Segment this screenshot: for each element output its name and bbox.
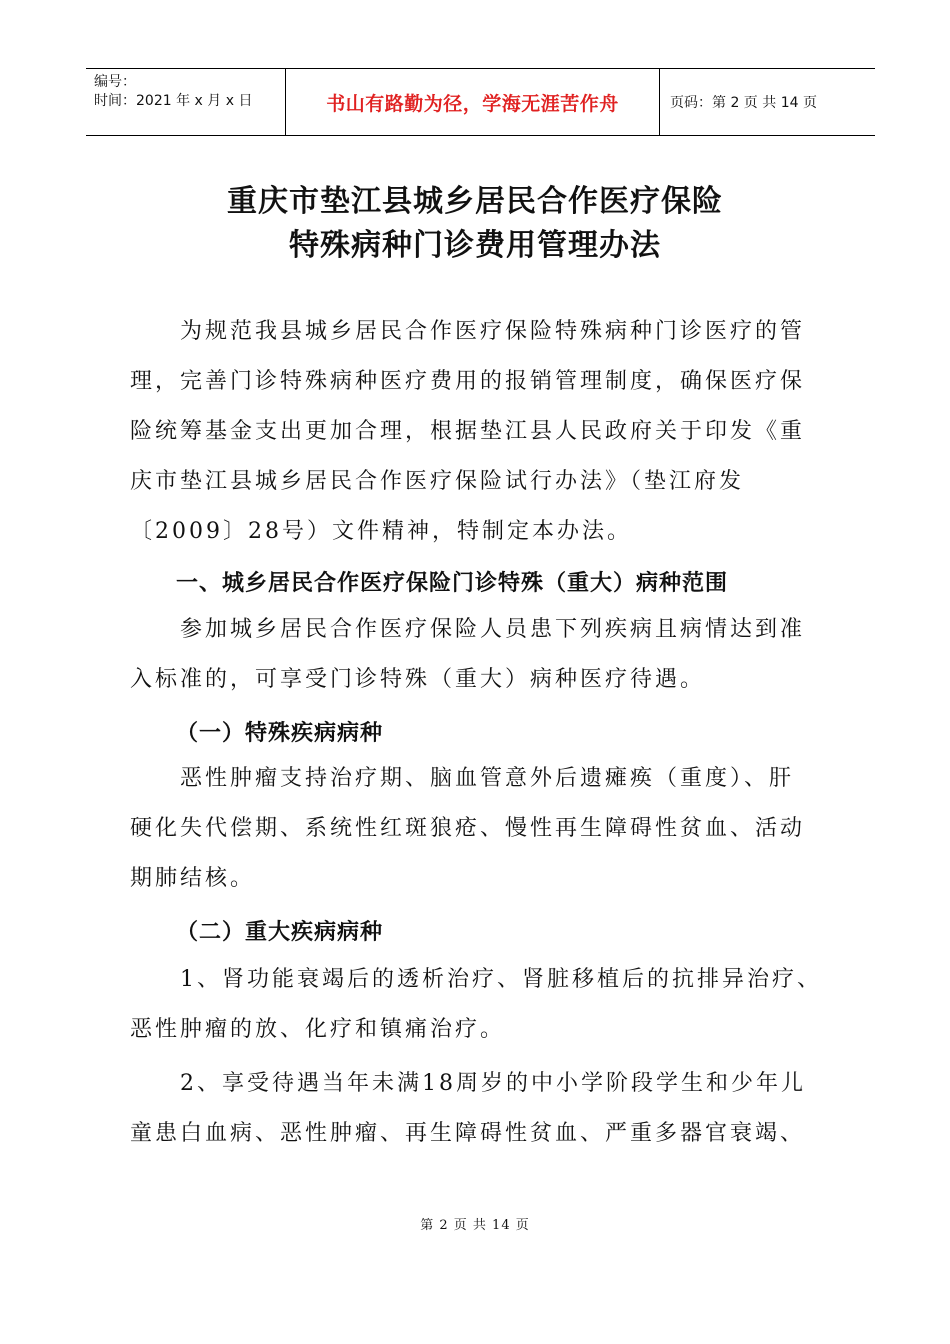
paragraph-line: 期肺结核。 bbox=[130, 866, 256, 891]
document-header bbox=[86, 68, 875, 136]
document-title-line-2: 特殊病种门诊费用管理办法 bbox=[289, 228, 661, 263]
paragraph-line: 为规范我县城乡居民合作医疗保险特殊病种门诊医疗的管 bbox=[130, 319, 806, 344]
paragraph-line: 童患白血病、恶性肿瘤、再生障碍性贫血、严重多器官衰竭、 bbox=[130, 1121, 806, 1146]
paragraph-line: 庆市垫江县城乡居民合作医疗保险试行办法》（垫江府发 bbox=[130, 469, 745, 494]
page-footer: 第 2 页 共 14 页 bbox=[420, 1218, 530, 1233]
paragraph-line: 恶性肿瘤支持治疗期、脑血管意外后遗瘫痪（重度）、肝 bbox=[130, 766, 795, 791]
subsection-2-heading: （二）重大疾病病种 bbox=[176, 920, 384, 945]
paragraph-line: 1、肾功能衰竭后的透析治疗、肾脏移植后的抗排异治疗、 bbox=[130, 967, 822, 992]
number-label: 编号： bbox=[94, 74, 136, 90]
header-page-cell bbox=[660, 69, 875, 135]
header-motto: 书山有路勤为径，学海无涯苦作舟 bbox=[326, 92, 619, 115]
paragraph-line: 理，完善门诊特殊病种医疗费用的报销管理制度，确保医疗保 bbox=[130, 369, 806, 394]
section-1-heading: 一、城乡居民合作医疗保险门诊特殊（重大）病种范围 bbox=[176, 571, 729, 596]
section-1-paragraph bbox=[130, 605, 830, 705]
intro-paragraph bbox=[130, 307, 830, 557]
header-motto-cell bbox=[286, 69, 660, 135]
time-label: 时间：2021 年 x 月 x 日 bbox=[94, 93, 253, 109]
document-title-line-1: 重庆市垫江县城乡居民合作医疗保险 bbox=[227, 184, 723, 219]
subsection-1-paragraph bbox=[130, 754, 830, 904]
header-page-info: 页码：第 2 页 共 14 页 bbox=[670, 95, 817, 111]
paragraph-line: 入标准的，可享受门诊特殊（重大）病种医疗待遇。 bbox=[130, 667, 706, 692]
item-2-paragraph bbox=[130, 1059, 830, 1159]
header-meta bbox=[86, 69, 286, 135]
paragraph-line: 〔2009〕28号）文件精神，特制定本办法。 bbox=[130, 519, 632, 544]
paragraph-line: 恶性肿瘤的放、化疗和镇痛治疗。 bbox=[130, 1017, 506, 1042]
item-1-paragraph bbox=[130, 955, 830, 1055]
paragraph-line: 参加城乡居民合作医疗保险人员患下列疾病且病情达到准 bbox=[130, 617, 806, 642]
paragraph-line: 2、享受待遇当年未满18周岁的中小学阶段学生和少年儿 bbox=[130, 1071, 806, 1096]
paragraph-line: 硬化失代偿期、系统性红斑狼疮、慢性再生障碍性贫血、活动 bbox=[130, 816, 806, 841]
paragraph-line: 险统筹基金支出更加合理，根据垫江县人民政府关于印发《重 bbox=[130, 419, 806, 444]
subsection-1-heading: （一）特殊疾病病种 bbox=[176, 721, 384, 746]
